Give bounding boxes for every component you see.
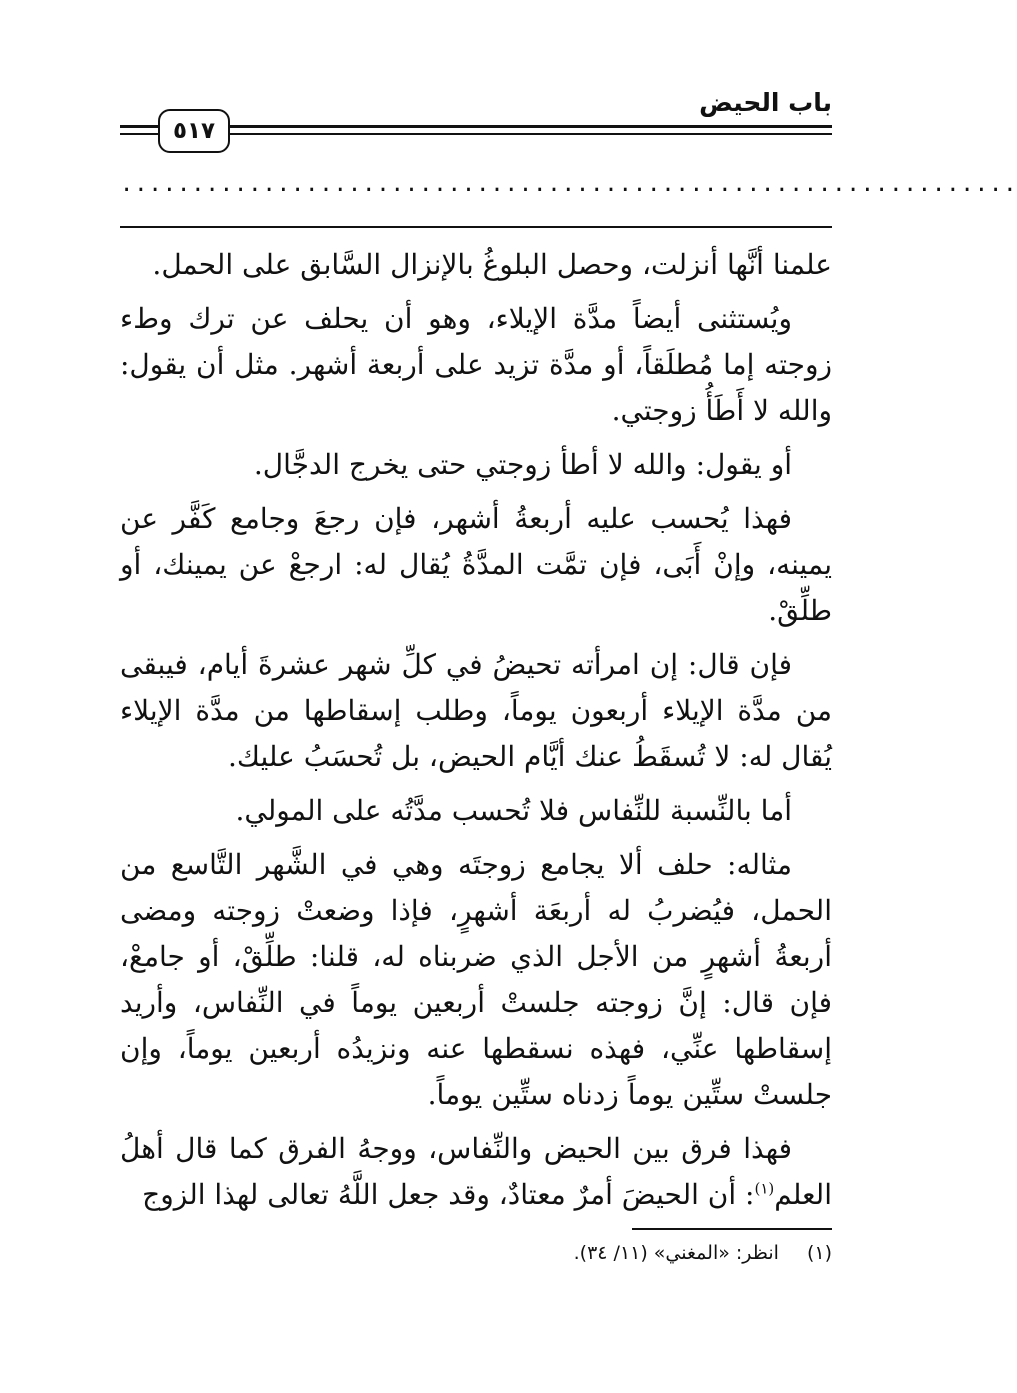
header-separator-rule — [120, 226, 832, 228]
paragraph-2: ويُستثنى أيضاً مدَّة الإيلاء، وهو أن يحلف عن ترك وطء زوجته إما مُطلَقاً، أو مدَّة تزيد على أربعة أشهر. مثل أن يقول: والله لا أَطَأُ زوجتي. — [120, 302, 832, 427]
chapter-title: باب الحيض — [699, 88, 832, 117]
paragraph-8-start: فهذا فرق بين الحيض والنِّفاس، ووجهُ الفرق كما قال أهلُ العلم — [120, 1132, 832, 1211]
paragraph-8 — [120, 1126, 832, 1218]
paragraph-7: مثاله: حلف ألا يجامع زوجتَه وهي في الشَّهر التَّاسع من الحمل، فيُضربُ له أربعَة أشهرٍ، فإذا وضعتْ زوجته ومضى أربعةُ أشهرٍ من الأجل الذي ضربناه له، قلنا: طلِّقْ، أو جامعْ، فإن قال: إنَّ زوجته جلستْ أربعين يوماً في النِّفاس، وأريد إسقاطها عنِّي، فهذه نسقطها عنه ونزيدُه أربعين يوماً، وإن جلستْ ستِّين يوماً زدناه ستِّين يوماً. — [120, 848, 832, 1111]
paragraph-6: أما بالنِّسبة للنِّفاس فلا تُحسب مدَّتُه على المولي. — [235, 794, 792, 827]
paragraph-3: أو يقول: والله لا أطأ زوجتي حتى يخرج الدجَّال. — [253, 448, 792, 481]
main-text — [120, 242, 832, 1226]
paragraph-8-end: : أن الحيضَ أمرٌ معتادٌ، وقد جعل اللَّهُ تعالى لهذا الزوج — [142, 1178, 755, 1211]
page-number: ٥١٧ — [158, 109, 230, 153]
footnote-number: (١) — [806, 1242, 832, 1264]
footnote-rule — [632, 1228, 832, 1230]
footnote-marker[interactable]: (١) — [754, 1179, 775, 1198]
header-double-rule — [230, 125, 832, 137]
paragraph-4: فهذا يُحسب عليه أربعةُ أشهر، فإن رجعَ وجامع كَفَّر عن يمينه، وإنْ أَبَى، فإن تمَّت المدَّةُ يُقال له: ارجعْ عن يمينك، أو طلِّقْ. — [120, 502, 832, 627]
dotted-separator: ............................................................... — [120, 172, 1017, 197]
footnote-text: انظر: «المغني» (١١/ ٣٤). — [573, 1242, 779, 1264]
paragraph-1: علمنا أنَّها أنزلت، وحصل البلوغُ بالإنزال السَّابق على الحمل. — [152, 248, 832, 281]
paragraph-5: فإن قال: إن امرأته تحيضُ في كلِّ شهر عشرةَ أيام، فيبقى من مدَّة الإيلاء أربعون يوماً، وطلب إسقاطها من مدَّة الإيلاء يُقال له: لا تُسقَطُ عنك أيَّام الحيض، بل تُحسَبُ عليك. — [120, 648, 833, 773]
header-double-rule-left — [120, 125, 158, 137]
footnote — [120, 1238, 832, 1268]
